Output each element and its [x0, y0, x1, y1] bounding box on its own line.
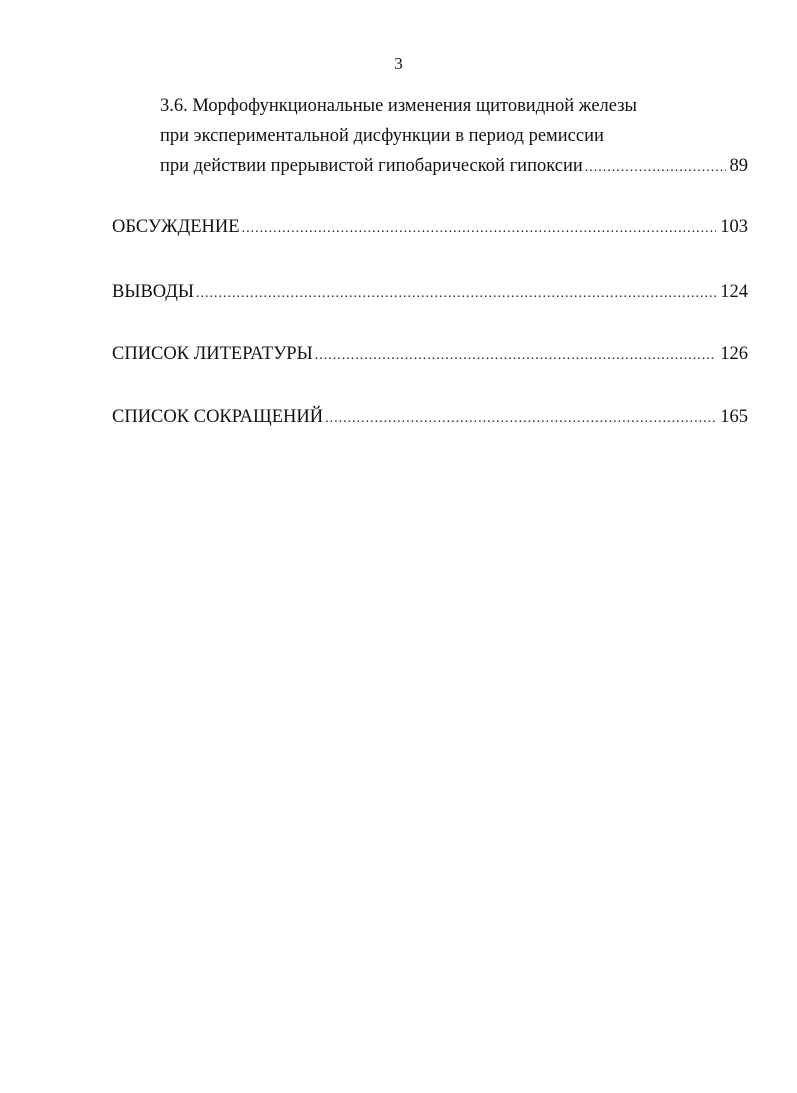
toc-entry-discussion[interactable] [112, 212, 748, 242]
dot-leader [242, 214, 717, 244]
toc-page-number: 124 [720, 282, 748, 302]
toc-entry-last-line [160, 151, 748, 181]
toc-entry-line: 3.6. Морфофункциональные изменения щитовидной железы [160, 96, 637, 116]
toc-entry-title: ОБСУЖДЕНИЕ [112, 217, 240, 237]
toc-entry-title: СПИСОК ЛИТЕРАТУРЫ [112, 344, 313, 364]
toc-entry-line: при действии прерывистой гипобарической гипоксии [160, 156, 583, 176]
page-number: 3 [394, 54, 403, 73]
dot-leader [196, 279, 716, 309]
toc-page-number: 126 [720, 344, 748, 364]
toc-entry-abbreviations[interactable] [112, 402, 748, 432]
toc-entry-3-6[interactable] [160, 91, 748, 181]
toc-entry-title: ВЫВОДЫ [112, 282, 195, 302]
toc-page-number: 165 [720, 407, 748, 427]
toc-entry-references[interactable] [112, 339, 748, 369]
toc-page-number: 89 [729, 156, 748, 176]
toc-entry-title: СПИСОК СОКРАЩЕНИЙ [112, 407, 324, 427]
toc-entry-conclusions[interactable] [112, 277, 748, 307]
dot-leader [585, 153, 726, 183]
dot-leader [315, 341, 717, 371]
dot-leader [325, 404, 716, 434]
toc-entry-line: при экспериментальной дисфункции в период ремиссии [160, 126, 604, 146]
toc-page-number: 103 [720, 217, 748, 237]
